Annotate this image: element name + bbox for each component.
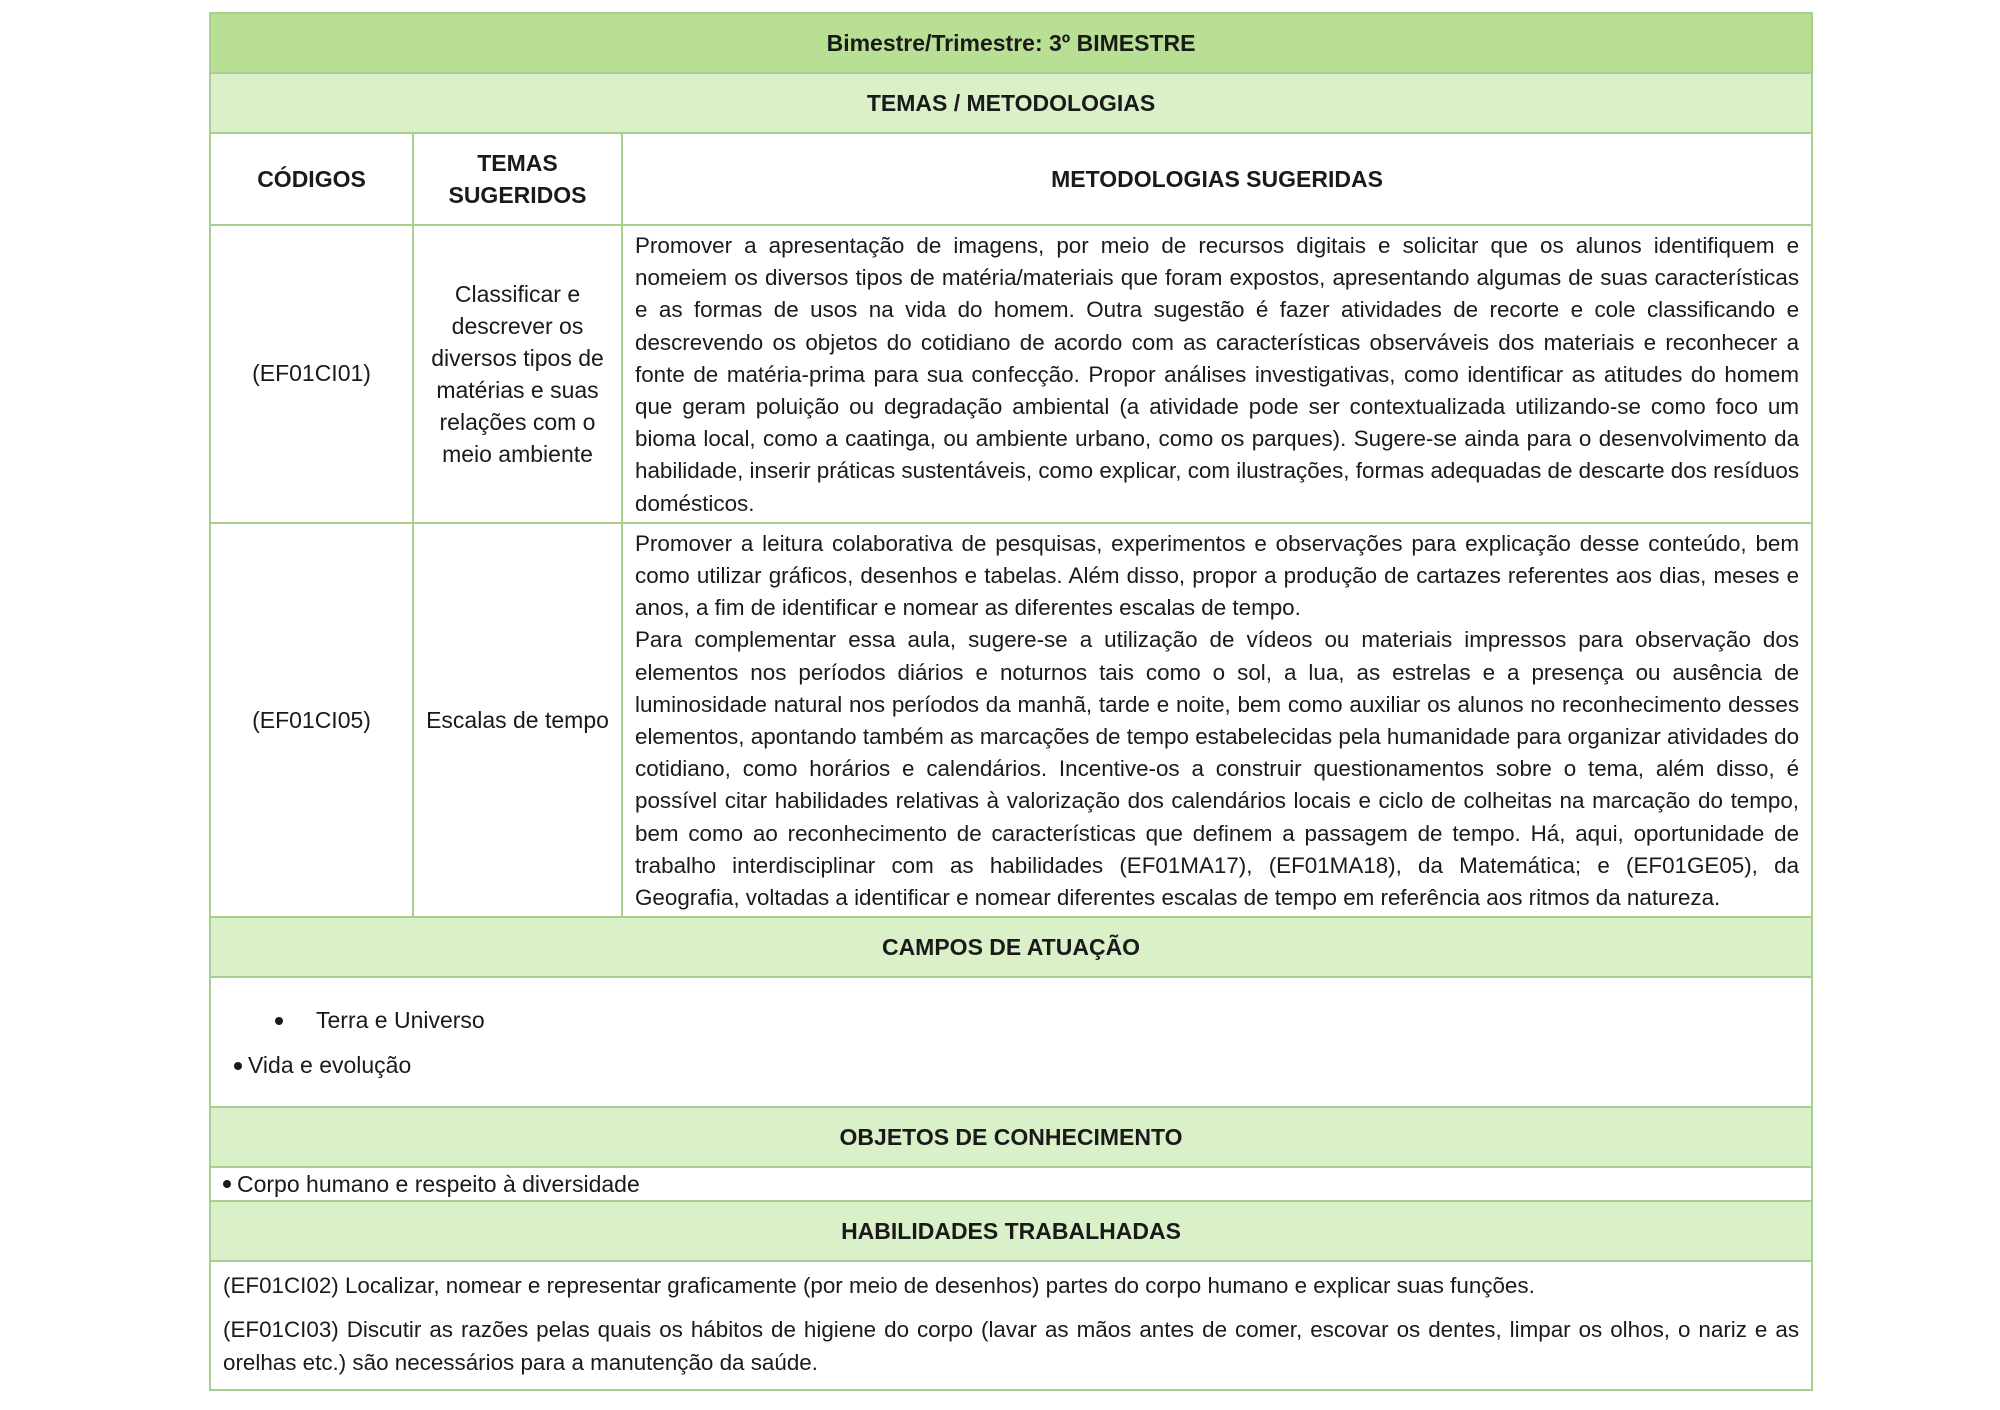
curriculum-document <box>209 12 1811 1391</box>
curriculum-table <box>209 12 1813 1391</box>
row-code: (EF01CI01) <box>210 225 413 523</box>
objetos-list <box>210 1167 1812 1201</box>
methods-column-header: METODOLOGIAS SUGERIDAS <box>622 133 1812 225</box>
list-item <box>223 1171 1799 1198</box>
period-title: Bimestre/Trimestre: 3º BIMESTRE <box>210 13 1812 73</box>
row-theme: Classificar e descrever os diversos tipos de matérias e suas relações com o meio ambiente <box>413 225 622 523</box>
period-header-row <box>210 13 1812 73</box>
method-paragraph: Para complementar essa aula, sugere-se a utilização de vídeos ou materiais impressos para observação dos elementos nos períodos diários e noturnos tais como o sol, a lua, as estrelas e a presença ou ausência de luminosidade natural nos períodos da manhã, tarde e noite, bem como auxiliar os alunos no reconhecimento desses elementos, apontando também as marcações de tempo estabelecidas pela humanidade para organizar atividades do cotidiano, como horários e calendários. Incentive-os a construir questionamentos sobre o tema, além disso, é possível citar habilidades relativas à valorização dos calendários locais e ciclo de colheitas na marcação do tempo, bem como ao reconhecimento de características que definem a passagem de tempo. Há, aqui, oportunidade de trabalho interdisciplinar com as habilidades (EF01MA17), (EF01MA18), da Matemática; e (EF01GE05), da Geografia, voltadas a identificar e nomear diferentes escalas de tempo em referência aos ritmos da natureza. <box>635 627 1800 911</box>
objetos-header-row <box>210 1107 1812 1167</box>
list-item-label: Vida e evolução <box>248 1052 412 1079</box>
bullet-icon <box>223 1180 231 1188</box>
table-row <box>210 523 1812 917</box>
themes-column-header-line2: SUGERIDOS <box>448 182 587 208</box>
table-row <box>210 225 1812 523</box>
row-methods <box>622 225 1812 523</box>
habilidades-header-row <box>210 1201 1812 1261</box>
objetos-list-row <box>210 1167 1812 1201</box>
row-methods <box>622 523 1812 917</box>
bullet-icon <box>234 1062 242 1070</box>
habilidades-title: HABILIDADES TRABALHADAS <box>210 1201 1812 1261</box>
method-paragraph: Promover a leitura colaborativa de pesquisas, experimentos e observações para explicação desse conteúdo, bem como utilizar gráficos, desenhos e tabelas. Além disso, propor a produção de cartazes referentes aos dias, meses e anos, a fim de identificar e nomear as diferentes escalas de tempo. <box>635 530 1800 621</box>
list-item <box>223 1007 1799 1034</box>
row-theme: Escalas de tempo <box>413 523 622 917</box>
codes-column-header: CÓDIGOS <box>210 133 413 225</box>
themes-header-row <box>210 73 1812 133</box>
bullet-icon <box>275 1017 283 1025</box>
campos-list-row <box>210 977 1812 1107</box>
column-header-row <box>210 133 1812 225</box>
themes-column-header-line1: TEMAS <box>477 150 558 176</box>
method-paragraph: Promover a apresentação de imagens, por meio de recursos digitais e solicitar que os alunos identifiquem e nomeiem os diversos tipos de matéria/materiais que foram expostos, apresentando algumas de suas características e as formas de usos na vida do homem. Outra sugestão é fazer atividades de recorte e cole classificando e descrevendo os objetos do cotidiano de acordo com as características observáveis dos materiais e reconhecer a fonte de matéria-prima para sua confecção. Propor análises investigativas, como identificar as atitudes do homem que geram poluição ou degradação ambiental (a atividade pode ser contextualizada utilizando-se como foco um bioma local, como a caatinga, ou ambiente urbano, como os parques). Sugere-se ainda para o desenvolvimento da habilidade, inserir práticas sustentáveis, como explicar, com ilustrações, formas adequadas de descarte dos resíduos domésticos. <box>635 233 1800 516</box>
campos-list <box>210 977 1812 1107</box>
campos-title: CAMPOS DE ATUAÇÃO <box>210 917 1812 977</box>
themes-methods-title: TEMAS / METODOLOGIAS <box>210 73 1812 133</box>
skill-item: (EF01CI02) Localizar, nomear e representar graficamente (por meio de desenhos) partes do corpo humano e explicar suas funções. <box>223 1273 1535 1299</box>
habilidades-list-row <box>210 1261 1812 1390</box>
row-code: (EF01CI05) <box>210 523 413 917</box>
objetos-title: OBJETOS DE CONHECIMENTO <box>210 1107 1812 1167</box>
skill-item: (EF01CI03) Discutir as razões pelas quais os hábitos de higiene do corpo (lavar as mãos antes de comer, escovar os dentes, limpar os olhos, o nariz e as orelhas etc.) são necessários para a manutenção da saúde. <box>223 1317 1800 1375</box>
habilidades-list <box>210 1261 1812 1390</box>
list-item-label: Corpo humano e respeito à diversidade <box>237 1170 640 1197</box>
list-item-label: Terra e Universo <box>316 1007 485 1034</box>
themes-column-header <box>413 133 622 225</box>
campos-header-row <box>210 917 1812 977</box>
list-item <box>223 1052 1799 1079</box>
